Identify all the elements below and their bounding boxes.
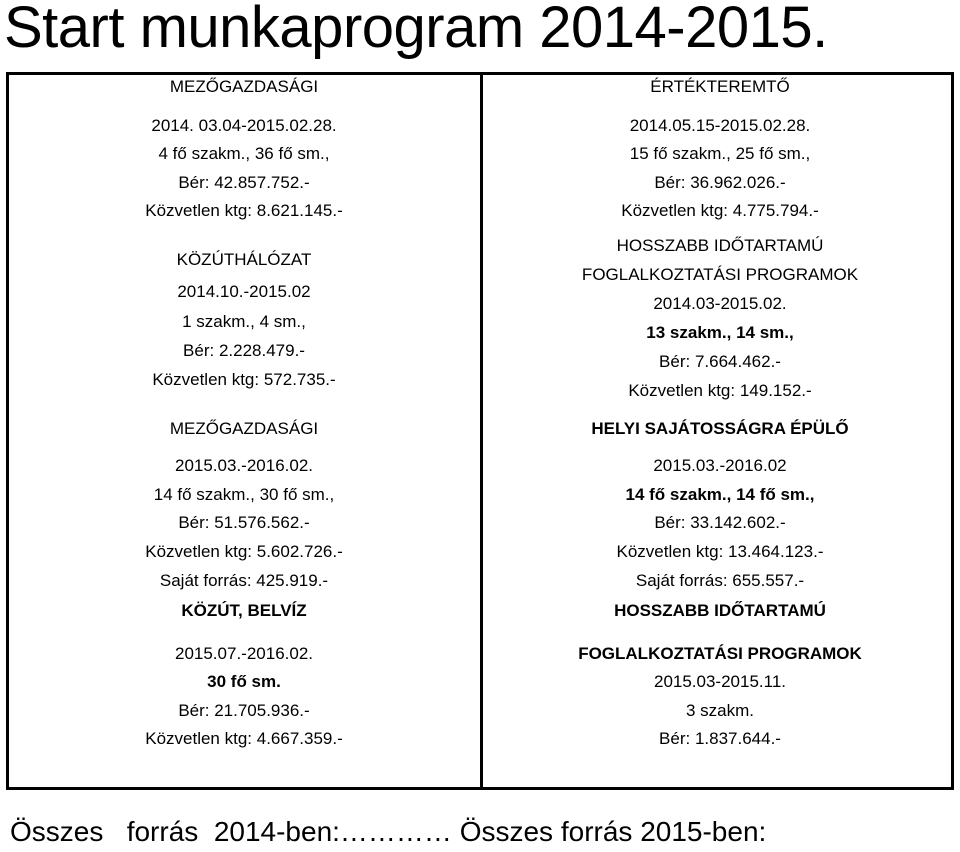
block-cost: Közvetlen ktg: 572.735.-	[152, 370, 336, 389]
block-cost: Közvetlen ktg: 4.667.359.-	[145, 729, 343, 748]
block-cost: Közvetlen ktg: 4.775.794.-	[621, 201, 819, 220]
block-date: 2014.10.-2015.02	[177, 282, 311, 301]
block-date: 2014. 03.04-2015.02.28.	[151, 116, 337, 135]
block-heading: HOSSZABB IDŐTARTAMÚ	[614, 601, 826, 620]
footer-total-sources: Összes forrás 2014-ben:………… Összes forrás 2015-ben:	[10, 816, 767, 847]
page-title: Start munkaprogram 2014-2015.	[4, 0, 828, 60]
block-staff: 14 fő szakm., 30 fő sm.,	[153, 485, 335, 504]
block-wage: Bér: 42.857.752.-	[178, 173, 310, 192]
block-wage: Bér: 33.142.602.-	[654, 513, 786, 532]
block-staff: 1 szakm., 4 sm.,	[182, 312, 306, 331]
block-heading: HELYI SAJÁTOSSÁGRA ÉPÜLŐ	[591, 419, 849, 438]
block-date: 2015.07.-2016.02.	[174, 644, 314, 663]
block-staff: 14 fő szakm., 14 fő sm.,	[625, 485, 815, 504]
block-date: 2014.05.15-2015.02.28.	[629, 116, 811, 135]
block-date: 2015.03-2015.11.	[653, 672, 787, 691]
block-heading: MEZŐGAZDASÁGI	[169, 419, 319, 438]
block-cost: Közvetlen ktg: 13.464.123.-	[616, 542, 824, 561]
block-cost: Közvetlen ktg: 5.602.726.-	[145, 542, 343, 561]
block-wage: Bér: 51.576.562.-	[178, 513, 310, 532]
block-heading: MEZŐGAZDASÁGI	[169, 77, 319, 96]
column-divider	[480, 72, 483, 790]
block-wage: Bér: 2.228.479.-	[183, 341, 305, 360]
block-heading: KÖZÚT, BELVÍZ	[181, 601, 307, 620]
block-staff: 30 fő sm.	[207, 672, 281, 691]
block-own-source: Saját forrás: 655.557.-	[635, 571, 805, 590]
block-wage: Bér: 1.837.644.-	[659, 729, 781, 748]
block-staff: 15 fő szakm., 25 fő sm.,	[629, 144, 811, 163]
block-wage: Bér: 7.664.462.-	[659, 352, 781, 371]
block-heading: KÖZÚTHÁLÓZAT	[176, 250, 312, 269]
block-heading-2: FOGLALKOZTATÁSI PROGRAMOK	[581, 265, 859, 284]
block-wage: Bér: 36.962.026.-	[654, 173, 786, 192]
block-staff: 3 szakm.	[685, 701, 755, 720]
block-cost: Közvetlen ktg: 149.152.-	[628, 381, 812, 400]
block-own-source: Saját forrás: 425.919.-	[159, 571, 329, 590]
block-date: 2014.03-2015.02.	[653, 294, 787, 313]
block-staff: 4 fő szakm., 36 fő sm.,	[158, 144, 330, 163]
block-heading: ÉRTÉKTEREMTŐ	[650, 77, 790, 96]
block-cost: Közvetlen ktg: 8.621.145.-	[145, 201, 343, 220]
block-date: 2015.03.-2016.02	[653, 456, 787, 475]
block-wage: Bér: 21.705.936.-	[178, 701, 310, 720]
block-heading-2: FOGLALKOZTATÁSI PROGRAMOK	[578, 644, 862, 663]
block-heading: HOSSZABB IDŐTARTAMÚ	[616, 236, 824, 255]
block-staff: 13 szakm., 14 sm.,	[646, 323, 794, 342]
block-date: 2015.03.-2016.02.	[174, 456, 314, 475]
